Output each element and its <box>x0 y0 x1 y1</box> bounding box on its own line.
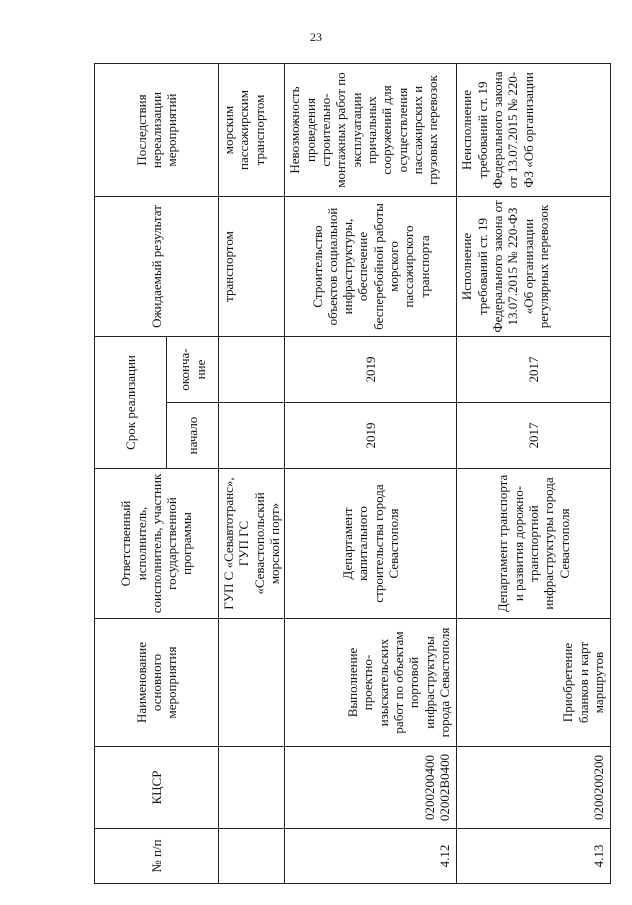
header-consequences: Последствия нереализации мероприятий <box>95 64 219 197</box>
header-row <box>95 64 167 884</box>
cell-consequences: морским пассажирским транспортом <box>219 64 285 197</box>
header-result: Ожидаемый результат <box>95 197 219 337</box>
cell-result: Исполнение требований ст. 19 Федерального закона от 13.07.2015 № 220-ФЗ «Об организации регулярных перевозок <box>457 197 611 337</box>
cell-num: 4.13 <box>457 829 611 884</box>
cell-end: 2019 <box>285 337 457 403</box>
header-start: начало <box>167 403 219 469</box>
header-name: Наименование основного мероприятия <box>95 619 219 747</box>
header-num: № п/п <box>95 829 219 884</box>
cell-executor: Департамент капитального строительства города Севастополя <box>285 469 457 619</box>
table-row <box>285 64 457 884</box>
page-number: 23 <box>310 30 322 44</box>
header-executor: Ответственный исполнитель, соисполнитель, участник государственной программы <box>95 469 219 619</box>
measures-table <box>94 63 611 884</box>
table-row <box>457 64 611 884</box>
cell-num: 4.12 <box>285 829 457 884</box>
cell-end: 2017 <box>457 337 611 403</box>
cell-consequences: Неисполнение требований ст. 19 Федерального закона от 13.07.2015 № 220-ФЗ «Об организации <box>457 64 611 197</box>
cell-name: Выполнение проектно-изыскательских работ по объектам портовой инфраструктуры города Севастополя <box>285 619 457 747</box>
header-period: Срок реализации <box>95 337 167 469</box>
cell-name: Приобретение бланков и карт маршрутов <box>457 619 611 747</box>
cell-result: транспортом <box>219 197 285 337</box>
cell-kcsr: 0200200200 <box>457 747 611 829</box>
cell-num <box>219 829 285 884</box>
rotated-table-container <box>94 64 606 884</box>
cell-executor: Департамент транспорта и развития дорожно-транспортной инфраструктуры города Севастополя <box>457 469 611 619</box>
header-end: оконча-ние <box>167 337 219 403</box>
cell-start: 2019 <box>285 403 457 469</box>
cell-start <box>219 403 285 469</box>
cell-consequences: Невозможность проведения строительно-монтажных работ по эксплуатации причальных сооружений для осуществления пассажирских и грузовых перевозок <box>285 64 457 197</box>
cell-start: 2017 <box>457 403 611 469</box>
cell-result: Строительство объектов социальной инфраструктуры, обеспечение бесперебойной работы морского пассажирского транспорта <box>285 197 457 337</box>
cell-end <box>219 337 285 403</box>
table-row <box>219 64 285 884</box>
cell-executor: ГУП С «Севавтотранс», ГУП ГС «Севастопольский морской порт» <box>219 469 285 619</box>
header-kcsr: КЦСР <box>95 747 219 829</box>
rotated-table <box>94 64 606 884</box>
cell-kcsr <box>219 747 285 829</box>
cell-name <box>219 619 285 747</box>
cell-kcsr: 0200200400 02002В0400 <box>285 747 457 829</box>
